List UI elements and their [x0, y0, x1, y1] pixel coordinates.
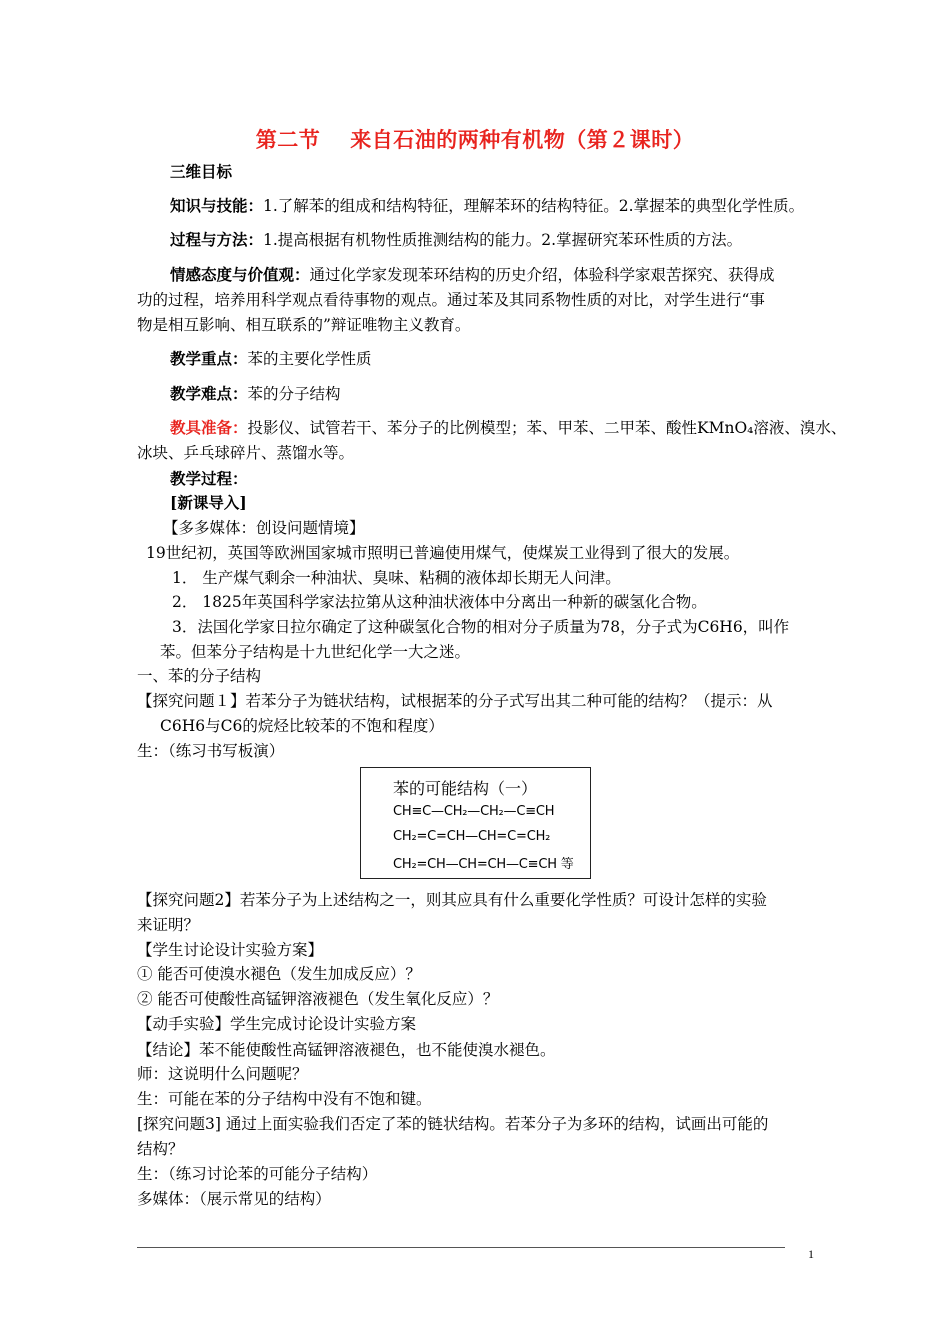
difficulty [170, 384, 341, 404]
question-1: 【探究问题１】若苯分子为链状结构，试根据苯的分子式写出其二种可能的结构？（提示：从 [137, 692, 773, 710]
student-response-2: 生：可能在苯的分子结构中没有不饱和键。 [137, 1090, 432, 1108]
knowledge-skills [170, 196, 804, 216]
tools-label: 教具准备： [170, 418, 248, 437]
intro-heading: [新课导入] [170, 493, 247, 512]
emotion-line-3: 物是相互影响、相互联系的”辩证唯物主义教育。 [137, 316, 471, 334]
history-item-3-cont: 苯。但苯分子结构是十九世纪化学一大之迷。 [160, 643, 471, 661]
tools-line-1 [170, 418, 846, 438]
discussion-heading: 【学生讨论设计实验方案】 [137, 941, 324, 959]
key-point-text: 苯的主要化学性质 [247, 350, 372, 368]
student-response-1: 生：（练习书写板演） [137, 742, 285, 760]
history-item-3: 3．法国化学家日拉尔确定了这种碳氢化合物的相对分子质量为78，分子式为C6H6，叫作 [172, 618, 790, 636]
emotion-line-2: 功的过程，培养用科学观点看待事物的观点。通过苯及其同系物性质的对比，对学生进行“事 [137, 291, 765, 309]
conclusion-line: 【结论】苯不能使酸性高锰钾溶液褪色，也不能使溴水褪色。 [137, 1041, 556, 1059]
tools-line-2: 冰块、乒乓球碎片、蒸馏水等。 [137, 444, 355, 462]
question-3: [探究问题3] 通过上面实验我们否定了苯的链状结构。若苯分子为多环的结构，试画出可能的 [137, 1115, 769, 1133]
page-title [0, 124, 950, 154]
question-2-cont: 来证明？ [137, 916, 200, 934]
page-number: 1 [808, 1247, 814, 1261]
question-3-cont: 结构？ [137, 1140, 184, 1158]
question-2: 【探究问题2】若苯分子为上述结构之一，则其应具有什么重要化学性质？可设计怎样的实验 [137, 891, 767, 909]
process-heading: 教学过程： [170, 469, 248, 488]
title-topic: 来自石油的两种有机物（第２课时） [350, 127, 695, 152]
emotion-text-1: 通过化学家发现苯环结构的历史介绍，体验科学家艰苦探究、获得成 [309, 266, 775, 284]
title-section: 第二节 [255, 127, 321, 152]
formula-1: CH≡C—CH₂—CH₂—C≡CH [393, 804, 555, 819]
history-item-1: 1． 生产煤气剩余一种油状、臭味、粘稠的液体却长期无人问津。 [172, 569, 621, 587]
difficulty-text: 苯的分子结构 [247, 385, 341, 403]
process-text: 1.提高根据有机物性质推测结构的能力。2.掌握研究苯环性质的方法。 [263, 231, 743, 249]
footer-divider [137, 1247, 785, 1248]
process-label: 过程与方法： [170, 230, 264, 249]
formula-2: CH₂=C=CH—CH=C=CH₂ [393, 829, 551, 844]
knowledge-text: 1.了解苯的组成和结构特征，理解苯环的结构特征。2.掌握苯的典型化学性质。 [263, 197, 805, 215]
emotion-line-1 [170, 265, 775, 285]
option-2: ② 能否可使酸性高锰钾溶液褪色（发生氧化反应）？ [137, 990, 499, 1008]
teacher-question: 师：这说明什么问题呢？ [137, 1065, 308, 1083]
formula-3: CH₂=CH—CH=CH—C≡CH 等 [393, 857, 574, 872]
process-methods [170, 230, 742, 250]
experiment-line: 【动手实验】学生完成讨论设计实验方案 [137, 1015, 417, 1033]
option-1: ① 能否可使溴水褪色（发生加成反应）？ [137, 965, 421, 983]
figure-title: 苯的可能结构（一） [393, 779, 538, 798]
media-heading: 【多多媒体：创设问题情境】 [163, 519, 365, 537]
section-heading-1: 一、苯的分子结构 [137, 667, 262, 685]
difficulty-label: 教学难点： [170, 384, 248, 403]
possible-structures-figure [360, 767, 591, 879]
media-line-2: 多媒体：（展示常见的结构） [137, 1190, 331, 1208]
history-item-2: 2． 1825年英国科学家法拉第从这种油状液体中分离出一种新的碳氢化合物。 [172, 593, 707, 611]
student-response-3: 生：（练习讨论苯的可能分子结构） [137, 1165, 378, 1183]
key-point-label: 教学重点： [170, 349, 248, 368]
knowledge-label: 知识与技能： [170, 196, 264, 215]
question-1-cont: C6H6与C6的烷烃比较苯的不饱和程度） [160, 717, 444, 735]
key-point [170, 349, 372, 369]
tools-text-1: 投影仪、试管若干、苯分子的比例模型；苯、甲苯、二甲苯、酸性KMnO₄溶液、溴水、 [247, 419, 847, 437]
emotion-label: 情感态度与价值观： [170, 265, 310, 284]
goals-heading: 三维目标 [170, 162, 233, 181]
history-intro: 19世纪初，英国等欧洲国家城市照明已普遍使用煤气，使煤炭工业得到了很大的发展。 [146, 544, 740, 562]
